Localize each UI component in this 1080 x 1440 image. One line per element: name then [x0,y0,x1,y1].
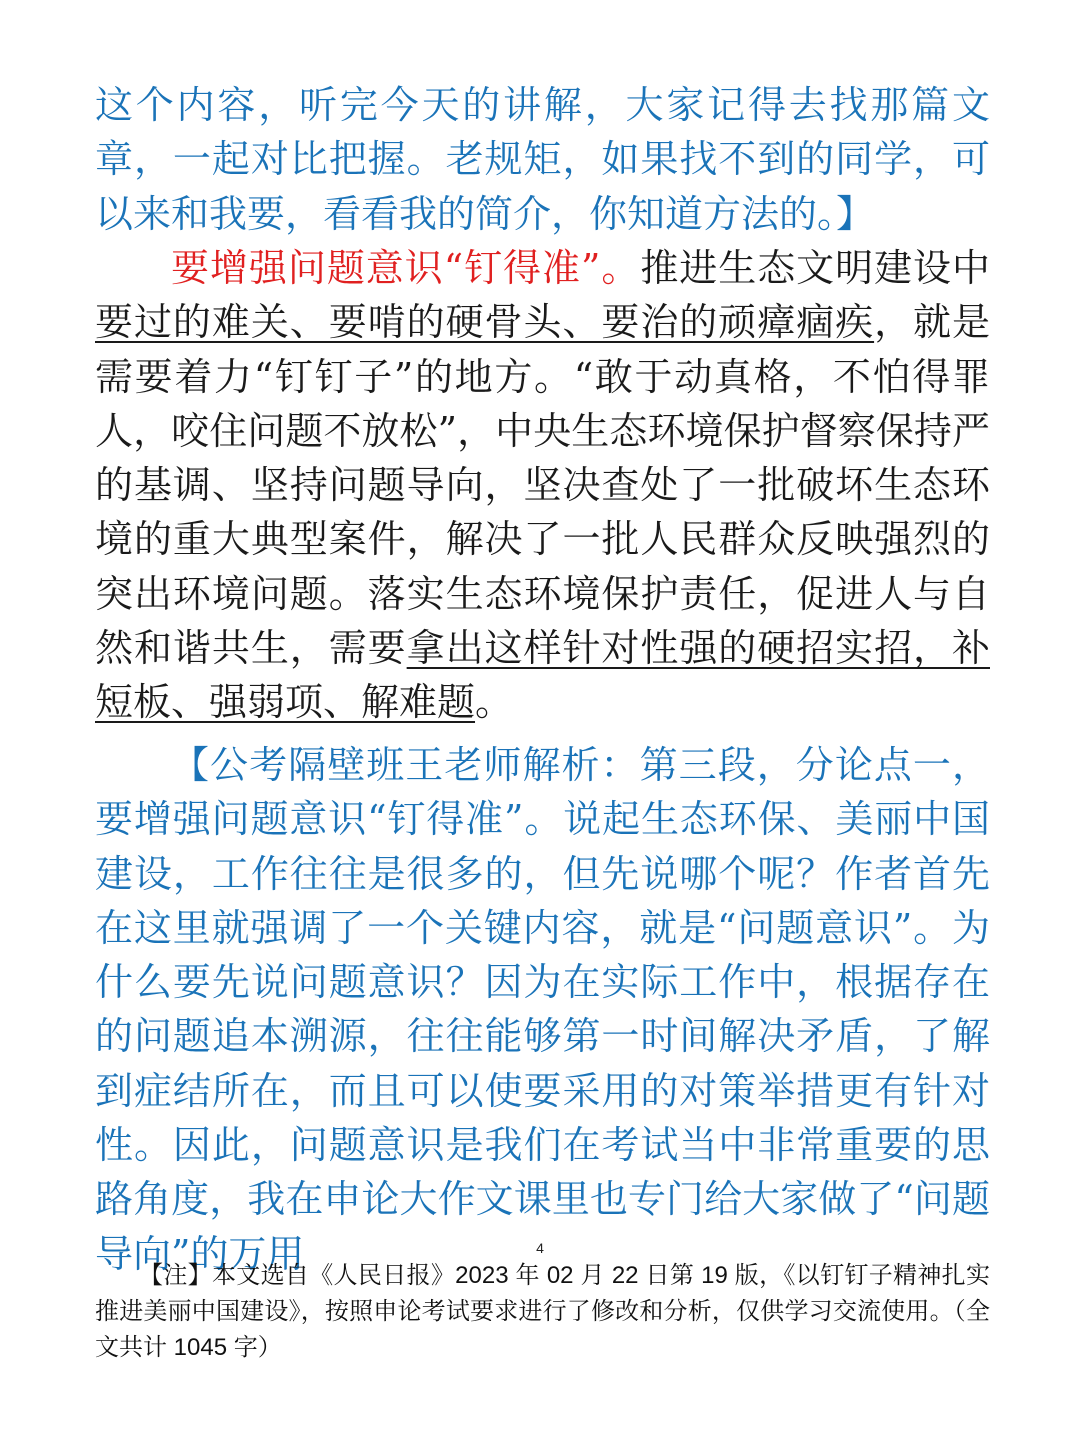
commentary-text: 这个内容，听完今天的讲解，大家记得去找那篇文章，一起对比把握。老规矩，如果找不到的同学，可以来和我要，看看我的简介，你知道方法的。】 [95,83,990,236]
underlined-phrase: 要过的难关、要啃的硬骨头、要治的顽瘴痼疾 [95,300,875,345]
commentary-text: 【公考隔壁班王老师解析：第三段，分论点一，要增强问题意识“钉得准”。说起生态环保、美丽中国建设，工作往往是很多的，但先说哪个呢？作者首先在这里就强调了一个关键内容，就是“问题意识”。为什么要先说问题意识？因为在实际工作中，根据存在的问题追本溯源，往往能够第一时间解决矛盾，了解到症结所在，而且可以使要采用的对策举措更有针对性。因此，问题意识是我们在考试当中非常重要的思路角度，我在申论大作文课里也专门给大家做了“问题导向”的万用 [95,743,990,1276]
section-heading: 要增强问题意识“钉得准”。 [171,246,641,290]
body-text-segment: 。 [475,680,514,725]
body-paragraph [95,241,990,730]
footnote: 【注】本文选自《人民日报》2023 年 02 月 22 日第 19 版，《以钉钉子精神扎实推进美丽中国建设》，按照申论考试要求进行了修改和分析，仅供学习交流使用。（全文共计 1045 字） [95,1262,990,1361]
underlined-phrase: 拿出这样针对性强的硬招实招，补短板、强弱项、解难题 [95,626,990,725]
body-text-segment: ，就是需要着力“钉钉子”的地方。“敢于动真格，不怕得罪人，咬住问题不放松”，中央生态环境保护督察保持严的基调、坚持问题导向，坚决查处了一批破坏生态环境的重大典型案件，解决了一批人民群众反映强烈的突出环境问题。落实生态环境保护责任，促进人与自然和谐共生，需要 [95,300,990,671]
commentary-paragraph [95,738,990,1281]
body-text-segment: 推进生态文明建设中 [640,246,990,290]
page-number: 4 [536,1240,544,1256]
commentary-paragraph-continued [95,78,990,241]
